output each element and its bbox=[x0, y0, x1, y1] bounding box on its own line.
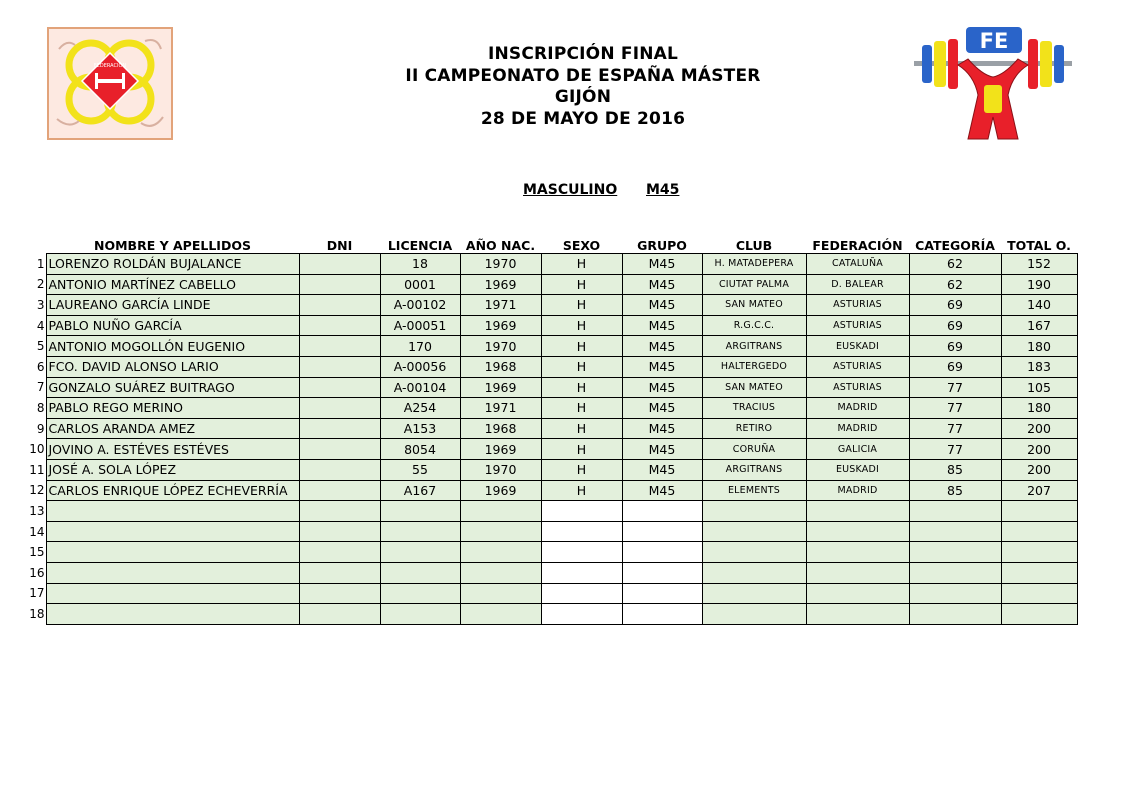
athlete-name bbox=[46, 521, 299, 542]
header-number bbox=[25, 234, 46, 254]
birth-year-cell: 1969 bbox=[460, 480, 541, 501]
birth-year-cell bbox=[460, 583, 541, 604]
row-number: 13 bbox=[25, 501, 46, 522]
total-cell: 167 bbox=[1001, 315, 1077, 336]
birth-year-cell: 1970 bbox=[460, 459, 541, 480]
birth-year-cell bbox=[460, 521, 541, 542]
athlete-name bbox=[46, 542, 299, 563]
table-row bbox=[25, 418, 1077, 439]
header-club: CLUB bbox=[702, 234, 806, 254]
weightlifter-emblem-icon bbox=[912, 25, 1074, 143]
row-number: 1 bbox=[25, 254, 46, 275]
birth-year-cell: 1969 bbox=[460, 439, 541, 460]
total-cell: 200 bbox=[1001, 418, 1077, 439]
licencia-cell: A167 bbox=[380, 480, 460, 501]
category-cell: 69 bbox=[909, 356, 1001, 377]
total-cell: 180 bbox=[1001, 398, 1077, 419]
federation-cell: EUSKADI bbox=[806, 336, 909, 357]
athlete-name: FCO. DAVID ALONSO LARIO bbox=[46, 356, 299, 377]
sex-cell: H bbox=[541, 274, 622, 295]
header-total: TOTAL O. bbox=[1001, 234, 1077, 254]
category-cell bbox=[909, 562, 1001, 583]
dni-cell bbox=[299, 521, 380, 542]
title-line-2: II CAMPEONATO DE ESPAÑA MÁSTER bbox=[405, 65, 761, 86]
athlete-name bbox=[46, 583, 299, 604]
row-number: 18 bbox=[25, 604, 46, 625]
table-row bbox=[25, 274, 1077, 295]
dni-cell bbox=[299, 398, 380, 419]
federation-cell: ASTURIAS bbox=[806, 315, 909, 336]
athlete-name: LAUREANO GARCÍA LINDE bbox=[46, 295, 299, 316]
total-cell: 200 bbox=[1001, 439, 1077, 460]
federation-cell: ASTURIAS bbox=[806, 356, 909, 377]
total-cell: 180 bbox=[1001, 336, 1077, 357]
licencia-cell bbox=[380, 583, 460, 604]
sex-cell bbox=[541, 542, 622, 563]
licencia-cell: A254 bbox=[380, 398, 460, 419]
category-cell bbox=[909, 521, 1001, 542]
sex-cell: H bbox=[541, 377, 622, 398]
sex-cell bbox=[541, 562, 622, 583]
athlete-name: LORENZO ROLDÁN BUJALANCE bbox=[46, 254, 299, 275]
club-cell bbox=[702, 562, 806, 583]
sex-cell bbox=[541, 583, 622, 604]
table-row bbox=[25, 583, 1077, 604]
federation-cell: ASTURIAS bbox=[806, 295, 909, 316]
dni-cell bbox=[299, 315, 380, 336]
category-cell: 69 bbox=[909, 336, 1001, 357]
birth-year-cell: 1969 bbox=[460, 315, 541, 336]
dni-cell bbox=[299, 480, 380, 501]
row-number: 11 bbox=[25, 459, 46, 480]
group-cell bbox=[622, 542, 702, 563]
table-row bbox=[25, 295, 1077, 316]
sex-cell bbox=[541, 604, 622, 625]
row-number: 4 bbox=[25, 315, 46, 336]
dni-cell bbox=[299, 542, 380, 563]
athlete-name: CARLOS ARANDA AMEZ bbox=[46, 418, 299, 439]
dni-cell bbox=[299, 562, 380, 583]
row-number: 7 bbox=[25, 377, 46, 398]
intertwined-rings-emblem-icon bbox=[49, 29, 171, 138]
group-cell: M45 bbox=[622, 356, 702, 377]
dni-cell bbox=[299, 254, 380, 275]
total-cell bbox=[1001, 604, 1077, 625]
dni-cell bbox=[299, 418, 380, 439]
table-row bbox=[25, 521, 1077, 542]
category-cell: 69 bbox=[909, 295, 1001, 316]
birth-year-cell bbox=[460, 501, 541, 522]
club-cell: CORUÑA bbox=[702, 439, 806, 460]
table-row bbox=[25, 604, 1077, 625]
group-cell: M45 bbox=[622, 398, 702, 419]
title-line-3: GIJÓN bbox=[554, 87, 612, 107]
licencia-cell: A-00102 bbox=[380, 295, 460, 316]
club-cell: ARGITRANS bbox=[702, 459, 806, 480]
dni-cell bbox=[299, 356, 380, 377]
federation-cell: EUSKADI bbox=[806, 459, 909, 480]
dni-cell bbox=[299, 336, 380, 357]
sex-cell: H bbox=[541, 459, 622, 480]
total-cell bbox=[1001, 542, 1077, 563]
group-cell: M45 bbox=[622, 459, 702, 480]
row-number: 15 bbox=[25, 542, 46, 563]
sex-cell: H bbox=[541, 418, 622, 439]
licencia-cell: A153 bbox=[380, 418, 460, 439]
category-cell bbox=[909, 501, 1001, 522]
federation-cell: CATALUÑA bbox=[806, 254, 909, 275]
svg-text:FEDERACIÓN: FEDERACIÓN bbox=[93, 63, 127, 69]
table-row bbox=[25, 542, 1077, 563]
table-row bbox=[25, 336, 1077, 357]
table-row bbox=[25, 480, 1077, 501]
sex-cell: H bbox=[541, 356, 622, 377]
category-cell bbox=[909, 542, 1001, 563]
federation-cell bbox=[806, 501, 909, 522]
birth-year-cell: 1971 bbox=[460, 398, 541, 419]
birth-year-cell bbox=[460, 562, 541, 583]
total-cell: 200 bbox=[1001, 459, 1077, 480]
sex-cell: H bbox=[541, 254, 622, 275]
licencia-cell bbox=[380, 521, 460, 542]
group-cell: M45 bbox=[622, 295, 702, 316]
club-cell: H. MATADEPERA bbox=[702, 254, 806, 275]
club-cell: CIUTAT PALMA bbox=[702, 274, 806, 295]
dni-cell bbox=[299, 604, 380, 625]
licencia-cell: A-00056 bbox=[380, 356, 460, 377]
category-cell bbox=[909, 604, 1001, 625]
category-cell: 62 bbox=[909, 274, 1001, 295]
sex-cell bbox=[541, 521, 622, 542]
federation-cell: MADRID bbox=[806, 480, 909, 501]
logo-fe-text: FE bbox=[979, 29, 1009, 53]
group-cell: M45 bbox=[622, 377, 702, 398]
club-cell bbox=[702, 501, 806, 522]
total-cell: 140 bbox=[1001, 295, 1077, 316]
federation-cell: GALICIA bbox=[806, 439, 909, 460]
club-cell: R.G.C.C. bbox=[702, 315, 806, 336]
group-cell: M45 bbox=[622, 336, 702, 357]
group-cell bbox=[622, 604, 702, 625]
category-cell: 85 bbox=[909, 459, 1001, 480]
row-number: 9 bbox=[25, 418, 46, 439]
birth-year-cell: 1969 bbox=[460, 274, 541, 295]
licencia-cell: 8054 bbox=[380, 439, 460, 460]
header-sexo: SEXO bbox=[541, 234, 622, 254]
federation-cell bbox=[806, 562, 909, 583]
club-cell bbox=[702, 583, 806, 604]
category-cell bbox=[909, 583, 1001, 604]
category-cell: 69 bbox=[909, 315, 1001, 336]
dni-cell bbox=[299, 377, 380, 398]
athlete-name: CARLOS ENRIQUE LÓPEZ ECHEVERRÍA bbox=[46, 480, 299, 501]
table-row bbox=[25, 439, 1077, 460]
table-row bbox=[25, 377, 1077, 398]
dni-cell bbox=[299, 459, 380, 480]
dni-cell bbox=[299, 501, 380, 522]
licencia-cell bbox=[380, 604, 460, 625]
licencia-cell: 55 bbox=[380, 459, 460, 480]
athlete-name bbox=[46, 562, 299, 583]
birth-year-cell: 1970 bbox=[460, 254, 541, 275]
group-cell bbox=[622, 521, 702, 542]
row-number: 12 bbox=[25, 480, 46, 501]
row-number: 2 bbox=[25, 274, 46, 295]
club-cell: SAN MATEO bbox=[702, 295, 806, 316]
sex-cell: H bbox=[541, 439, 622, 460]
table-row bbox=[25, 254, 1077, 275]
total-cell: 152 bbox=[1001, 254, 1077, 275]
total-cell: 207 bbox=[1001, 480, 1077, 501]
federation-logo-right bbox=[912, 25, 1074, 143]
title-line-1: INSCRIPCIÓN FINAL bbox=[487, 44, 679, 64]
row-number: 6 bbox=[25, 356, 46, 377]
row-number: 16 bbox=[25, 562, 46, 583]
club-cell: SAN MATEO bbox=[702, 377, 806, 398]
club-cell bbox=[702, 542, 806, 563]
group-cell: M45 bbox=[622, 274, 702, 295]
athlete-name: PABLO NUÑO GARCÍA bbox=[46, 315, 299, 336]
row-number: 8 bbox=[25, 398, 46, 419]
table-header-row bbox=[25, 234, 1077, 254]
group-cell: M45 bbox=[622, 480, 702, 501]
total-cell: 105 bbox=[1001, 377, 1077, 398]
category-cell: 77 bbox=[909, 398, 1001, 419]
club-cell bbox=[702, 604, 806, 625]
dni-cell bbox=[299, 439, 380, 460]
licencia-cell bbox=[380, 562, 460, 583]
licencia-cell: 18 bbox=[380, 254, 460, 275]
birth-year-cell: 1970 bbox=[460, 336, 541, 357]
licencia-cell: A-00104 bbox=[380, 377, 460, 398]
dni-cell bbox=[299, 583, 380, 604]
row-number: 17 bbox=[25, 583, 46, 604]
header-categoria: CATEGORÍA bbox=[909, 234, 1001, 254]
total-cell bbox=[1001, 521, 1077, 542]
sex-cell bbox=[541, 501, 622, 522]
athlete-name: GONZALO SUÁREZ BUITRAGO bbox=[46, 377, 299, 398]
licencia-cell bbox=[380, 501, 460, 522]
club-cell: ARGITRANS bbox=[702, 336, 806, 357]
title-block bbox=[383, 44, 783, 130]
total-cell bbox=[1001, 501, 1077, 522]
athlete-name: ANTONIO MOGOLLÓN EUGENIO bbox=[46, 336, 299, 357]
group-cell bbox=[622, 501, 702, 522]
total-cell: 183 bbox=[1001, 356, 1077, 377]
athlete-name: PABLO REGO MERINO bbox=[46, 398, 299, 419]
table-row bbox=[25, 356, 1077, 377]
total-cell: 190 bbox=[1001, 274, 1077, 295]
group-label: M45 bbox=[646, 182, 680, 198]
athlete-name: ANTONIO MARTÍNEZ CABELLO bbox=[46, 274, 299, 295]
group-cell: M45 bbox=[622, 439, 702, 460]
total-cell bbox=[1001, 562, 1077, 583]
header-federacion: FEDERACIÓN bbox=[806, 234, 909, 254]
athlete-name: JOVINO A. ESTÉVES ESTÉVES bbox=[46, 439, 299, 460]
federation-cell bbox=[806, 542, 909, 563]
licencia-cell: 170 bbox=[380, 336, 460, 357]
club-cell: RETIRO bbox=[702, 418, 806, 439]
header-name: NOMBRE Y APELLIDOS bbox=[46, 234, 299, 254]
club-cell: TRACIUS bbox=[702, 398, 806, 419]
header-ano-nac: AÑO NAC. bbox=[460, 234, 541, 254]
federation-cell: MADRID bbox=[806, 398, 909, 419]
dni-cell bbox=[299, 274, 380, 295]
club-cell bbox=[702, 521, 806, 542]
licencia-cell: A-00051 bbox=[380, 315, 460, 336]
birth-year-cell: 1971 bbox=[460, 295, 541, 316]
birth-year-cell bbox=[460, 542, 541, 563]
header-grupo: GRUPO bbox=[622, 234, 702, 254]
title-line-4: 28 DE MAYO DE 2016 bbox=[480, 108, 686, 129]
federation-cell: ASTURIAS bbox=[806, 377, 909, 398]
birth-year-cell: 1968 bbox=[460, 356, 541, 377]
federation-logo-left bbox=[47, 27, 173, 140]
sex-cell: H bbox=[541, 398, 622, 419]
birth-year-cell: 1969 bbox=[460, 377, 541, 398]
group-cell: M45 bbox=[622, 315, 702, 336]
sex-cell: H bbox=[541, 336, 622, 357]
federation-cell bbox=[806, 583, 909, 604]
club-cell: ELEMENTS bbox=[702, 480, 806, 501]
header-dni: DNI bbox=[299, 234, 380, 254]
row-number: 14 bbox=[25, 521, 46, 542]
federation-cell bbox=[806, 521, 909, 542]
category-cell: 62 bbox=[909, 254, 1001, 275]
dni-cell bbox=[299, 295, 380, 316]
licencia-cell: 0001 bbox=[380, 274, 460, 295]
federation-cell: MADRID bbox=[806, 418, 909, 439]
total-cell bbox=[1001, 583, 1077, 604]
category-label: MASCULINO bbox=[523, 182, 618, 198]
group-cell: M45 bbox=[622, 254, 702, 275]
row-number: 3 bbox=[25, 295, 46, 316]
table-row bbox=[25, 501, 1077, 522]
registration-table bbox=[25, 234, 1078, 625]
table-row bbox=[25, 315, 1077, 336]
group-cell bbox=[622, 562, 702, 583]
category-cell: 77 bbox=[909, 377, 1001, 398]
federation-cell: D. BALEAR bbox=[806, 274, 909, 295]
group-cell: M45 bbox=[622, 418, 702, 439]
category-cell: 85 bbox=[909, 480, 1001, 501]
sex-cell: H bbox=[541, 295, 622, 316]
row-number: 5 bbox=[25, 336, 46, 357]
row-number: 10 bbox=[25, 439, 46, 460]
table-row bbox=[25, 562, 1077, 583]
table-row bbox=[25, 459, 1077, 480]
athlete-name: JOSÉ A. SOLA LÓPEZ bbox=[46, 459, 299, 480]
federation-cell bbox=[806, 604, 909, 625]
sex-cell: H bbox=[541, 480, 622, 501]
group-cell bbox=[622, 583, 702, 604]
category-cell: 77 bbox=[909, 418, 1001, 439]
club-cell: HALTERGEDO bbox=[702, 356, 806, 377]
table-row bbox=[25, 398, 1077, 419]
licencia-cell bbox=[380, 542, 460, 563]
header-licencia: LICENCIA bbox=[380, 234, 460, 254]
birth-year-cell: 1968 bbox=[460, 418, 541, 439]
sex-cell: H bbox=[541, 315, 622, 336]
athlete-name bbox=[46, 604, 299, 625]
birth-year-cell bbox=[460, 604, 541, 625]
athlete-name bbox=[46, 501, 299, 522]
category-cell: 77 bbox=[909, 439, 1001, 460]
